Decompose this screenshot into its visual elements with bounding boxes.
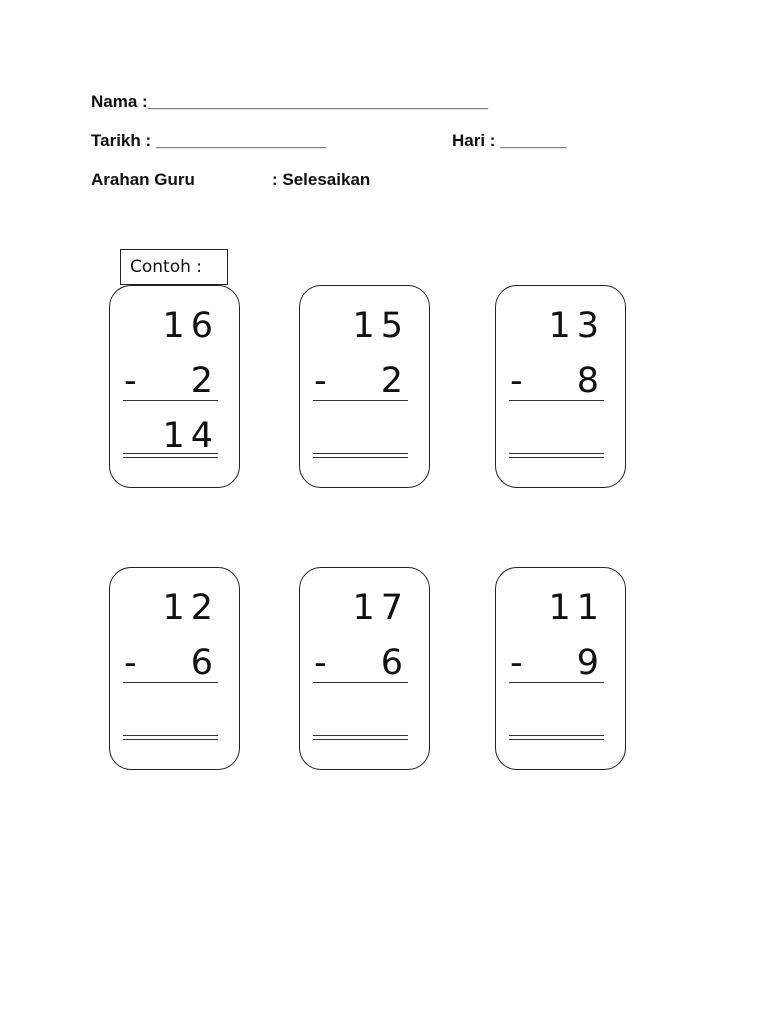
minus-sign: -	[124, 643, 137, 683]
example-label: Contoh :	[120, 249, 228, 285]
divider-line	[313, 682, 408, 683]
minuend: 17	[352, 588, 409, 628]
minuend: 11	[548, 588, 605, 628]
divider-line	[123, 400, 218, 401]
minus-sign: -	[314, 361, 327, 401]
minuend: 12	[162, 588, 219, 628]
problem-card-example	[109, 285, 240, 488]
minuend: 13	[548, 306, 605, 346]
subtrahend: 6	[380, 643, 409, 683]
subtrahend: 8	[576, 361, 605, 401]
problem-card	[299, 285, 430, 488]
instruction-text: : Selesaikan	[272, 170, 371, 189]
minus-sign: -	[510, 643, 523, 683]
subtrahend: 6	[190, 643, 219, 683]
answer: 14	[162, 416, 219, 456]
day-field[interactable]: Hari : _______	[452, 131, 567, 150]
divider-line	[123, 682, 218, 683]
divider-line	[509, 682, 604, 683]
subtrahend: 2	[190, 361, 219, 401]
answer-double-line	[123, 735, 218, 740]
divider-line	[313, 400, 408, 401]
problem-card	[495, 285, 626, 488]
minus-sign: -	[124, 361, 137, 401]
minus-sign: -	[510, 361, 523, 401]
minuend: 15	[352, 306, 409, 346]
divider-line	[509, 400, 604, 401]
instruction-label: Arahan Guru	[91, 170, 195, 189]
minus-sign: -	[314, 643, 327, 683]
answer-double-line	[313, 453, 408, 458]
problem-card	[495, 567, 626, 770]
name-field[interactable]: Nama :____________________________________	[91, 92, 489, 111]
problem-card	[109, 567, 240, 770]
subtrahend: 2	[380, 361, 409, 401]
minuend: 16	[162, 306, 219, 346]
problem-card	[299, 567, 430, 770]
subtrahend: 9	[576, 643, 605, 683]
answer-double-line	[123, 453, 218, 458]
date-field[interactable]: Tarikh : __________________	[91, 131, 327, 150]
answer-double-line	[509, 453, 604, 458]
answer-double-line	[313, 735, 408, 740]
answer-double-line	[509, 735, 604, 740]
